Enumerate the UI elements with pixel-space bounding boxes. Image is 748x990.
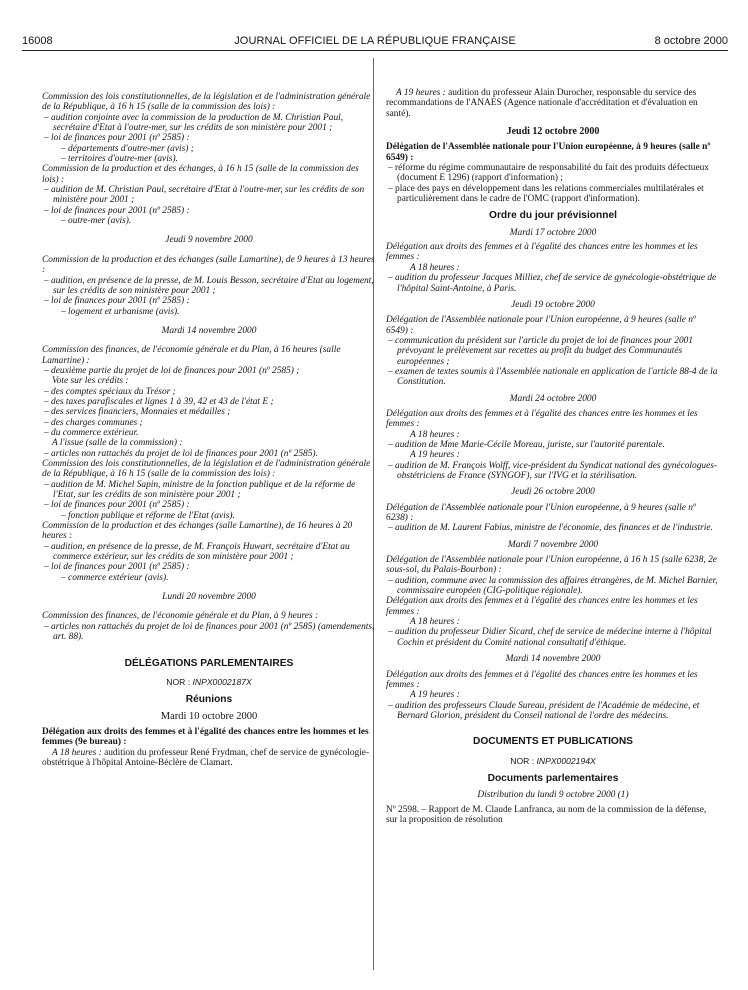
date-heading: Jeudi 12 octobre 2000 — [506, 126, 600, 138]
list-item: – audition conjointe avec la commission de la production de M. Christian Paul, secrétaire d'Etat à l'outre-mer, sur les crédits de son ministère pour 2001 ; — [44, 112, 344, 134]
subsection-heading: Ordre du jour prévisionnel — [489, 210, 617, 222]
nor-value: INPX0002194X — [536, 755, 596, 766]
list-item: – audition de M. Michel Sapin, ministre de la fonction publique et de la réforme de l'Etat, sur les crédits de son ministère pour 2001 ; — [44, 479, 356, 501]
paragraph: Commission de la production et des échanges (salle Lamartine), de 9 heures à 13 heures : — [42, 254, 375, 276]
paragraph: Commission des finances, de l'économie générale et du Plan, à 16 heures (salle Lamartine) : — [42, 345, 341, 366]
list-item: – audition du professeur Didier Sicard, chef de service de médecine interne à l'hôpital Cochin et président du Comité national consultatif d'éthique. — [388, 627, 712, 648]
time-label: A 19 heures : — [410, 450, 460, 461]
list-item: – fonction publique et réforme de l'Etat (avis). — [61, 510, 235, 521]
date-heading: Mardi 14 novembre 2000 — [505, 654, 601, 665]
time-label: A 19 heures : — [410, 690, 460, 701]
paragraph: A l'issue (salle de la commission) : — [52, 438, 183, 449]
list-item: – audition, commune avec la commission des affaires étrangères, de M. Michel Barnier, commissaire européen (CIG-politique régionale). — [388, 575, 718, 597]
list-item: – réforme du régime communautaire de responsabilité du fait des produits défectueux (document E 1296) (rapport d'information) ; — [388, 163, 709, 184]
list-item: – territoires d'outre-mer (avis). — [61, 154, 178, 165]
date-heading: Jeudi 26 octobre 2000 — [511, 487, 595, 498]
list-item: – articles non rattachés du projet de loi de finances pour 2001 (nº 2585). — [44, 448, 318, 459]
paragraph: Délégation aux droits des femmes et à l'égalité des chances entre les hommes et les femmes : — [386, 596, 698, 617]
nor-value: INPX0002187X — [192, 676, 252, 687]
list-item: – audition de Mme Marie-Cécile Moreau, juriste, sur l'autorité parentale. — [388, 439, 665, 450]
list-item: – outre-mer (avis). — [61, 216, 132, 227]
paragraph: Commission de la production et des échanges (salle Lamartine), de 16 heures à 20 heures : — [42, 521, 353, 542]
paragraph: Délégation de l'Assemblée nationale pour l'Union européenne, à 9 heures (salle nº 6549) : — [386, 142, 711, 163]
paragraph: Vote sur les crédits : — [52, 376, 129, 387]
paragraph: Délégation de l'Assemblée nationale pour l'Union européenne, à 9 heures (salle nº 6549) : — [386, 315, 696, 336]
subsection-heading: Documents parlementaires — [487, 772, 619, 784]
paragraph-text: audition du professeur Alain Durocher, responsable du service des recommandations de l'ANAES (Agence nationale d'accréditation et d'évaluation en santé). — [386, 88, 698, 119]
list-item: – place des pays en développement dans les relations commerciales multilatérales et particulièrement dans le cadre de l'OMC (rapport d'information). — [388, 183, 704, 205]
paragraph: Commission des lois constitutionnelles, de la législation et de l'administration générale de la République, à 16 h 15 (salle de la commission des lois) : — [42, 92, 371, 113]
paragraph: Délégation de l'Assemblée nationale pour l'Union européenne, à 16 h 15 (salle 6238, 2e sous-sol, du Palais-Bourbon) : — [386, 555, 717, 576]
date-heading: Jeudi 19 octobre 2000 — [511, 299, 595, 310]
paragraph-text: – Rapport de M. Claude Lanfranca, au nom de la commission de la défense, sur la proposition de résolution — [386, 804, 707, 825]
list-item: – loi de finances pour 2001 (nº 2585) : — [44, 133, 190, 144]
list-item: – logement et urbanisme (avis). — [61, 306, 180, 317]
list-item: – articles non rattachés du projet de loi de finances pour 2001 (nº 2585) (amendements, art. 88). — [44, 621, 375, 643]
header-rule — [22, 50, 728, 51]
date-heading: Mardi 7 novembre 2000 — [507, 539, 599, 550]
list-item: – audition de M. Laurent Fabius, ministre de l'économie, des finances et de l'industrie. — [388, 523, 713, 534]
list-item: – départements d'outre-mer (avis) ; — [61, 143, 194, 154]
list-item: – audition, en présence de la presse, de M. François Huwart, secrétaire d'Etat au commerce extérieur, sur les crédits de son ministère pour 2001 ; — [44, 541, 350, 563]
paragraph: Délégation aux droits des femmes et à l'égalité des chances entre les hommes et les femmes : — [386, 669, 698, 690]
time-label: A 18 heures : — [410, 429, 460, 440]
list-item: – des charges communes ; — [44, 417, 143, 428]
section-heading: DOCUMENTS ET PUBLICATIONS — [473, 736, 633, 748]
date-heading: Jeudi 9 novembre 2000 — [165, 235, 253, 246]
subsection-heading: Réunions — [185, 694, 233, 706]
document-number: Nº 2598. — [386, 804, 420, 815]
nor-label: NOR : — [510, 755, 537, 766]
date-heading: Mardi 17 octobre 2000 — [509, 227, 597, 238]
time-label: A 19 heures : — [396, 88, 446, 98]
time-label: A 18 heures : — [410, 262, 460, 273]
list-item: – audition du professeur Jacques Milliez, chef de service de gynécologie-obstétrique de l'hôpital Saint-Antoine, à Paris. — [388, 273, 717, 294]
list-item: – loi de finances pour 2001 (nº 2585) : — [44, 296, 190, 307]
list-item: – loi de finances pour 2001 (nº 2585) : — [44, 562, 190, 573]
list-item: – communication du président sur l'article du projet de loi de finances pour 2001 prévoyant le prélèvement sur recettes au profit du budget des Communautés européennes ; — [388, 335, 694, 367]
list-item: – audition de M. François Wolff, vice-président du Syndicat national des gynécologues-obstétriciens de France (SYNGOF), sur l'IVG et la stérilisation. — [388, 460, 718, 481]
time-label: A 18 heures : — [52, 747, 102, 758]
date-heading: Mardi 14 novembre 2000 — [161, 325, 257, 336]
list-item: – du commerce extérieur. — [44, 427, 139, 438]
paragraph — [42, 748, 376, 769]
paragraph — [386, 88, 720, 119]
nor-reference — [386, 756, 720, 766]
list-item: – loi de finances pour 2001 (nº 2585) : — [44, 205, 190, 216]
list-item: – examen de textes soumis à l'Assemblée nationale en application de l'article 88-4 de la Constitution. — [388, 366, 718, 388]
time-label: A 18 heures : — [410, 617, 460, 628]
paragraph: Délégation aux droits des femmes et à l'égalité des chances entre les hommes et les femmes : — [386, 408, 698, 430]
list-item: – des comptes spéciaux du Trésor ; — [44, 386, 176, 397]
paragraph: Commission des finances, de l'économie générale et du Plan, à 9 heures : — [42, 611, 319, 622]
date-heading: Mardi 10 octobre 2000 — [160, 710, 258, 722]
list-item: – deuxième partie du projet de loi de finances pour 2001 (nº 2585) ; — [44, 365, 300, 376]
date-heading: Mardi 24 octobre 2000 — [509, 393, 597, 404]
date-heading: Lundi 20 novembre 2000 — [162, 592, 256, 603]
list-item: – des taxes parafiscales et lignes 1 à 39, 42 et 43 de l'état E ; — [44, 396, 274, 407]
section-heading: DÉLÉGATIONS PARLEMENTAIRES — [124, 657, 294, 669]
list-item: – commerce extérieur (avis). — [61, 572, 169, 583]
paragraph: Délégation aux droits des femmes et à l'égalité des chances entre les hommes et les femmes : — [386, 242, 698, 263]
distribution-heading: Distribution du lundi 9 octobre 2000 (1) — [477, 790, 629, 801]
list-item: – audition de M. Christian Paul, secrétaire d'Etat à l'outre-mer, sur les crédits de son ministère pour 2001 ; — [44, 185, 365, 206]
paragraph-text: audition du professeur René Frydman, chef de service de gynécologie-obstétrique à l'hôpital Antoine-Béclère de Clamart. — [42, 747, 370, 768]
page-number: 16008 — [22, 35, 53, 47]
list-item: – des services financiers, Monnaies et médailles ; — [44, 407, 231, 418]
issue-date: 8 octobre 2000 — [654, 35, 728, 47]
page-header — [22, 34, 728, 50]
list-item: – audition des professeurs Claude Sureau, président de l'Académie de médecine, et Bernard Glorion, président du Conseil national de l'ordre des médecins. — [388, 700, 700, 721]
nor-label: NOR : — [166, 676, 193, 687]
list-item: – audition, en présence de la presse, de M. Louis Besson, secrétaire d'Etat au logement, sur les crédits de son ministère pour 2001 ; — [44, 275, 374, 296]
nor-reference — [42, 677, 376, 687]
left-column — [42, 92, 376, 768]
paragraph: Commission des lois constitutionnelles, de la législation et de l'administration générale de la République, à 16 h 15 (salle de la commission des lois) : — [42, 459, 371, 480]
right-column — [386, 88, 720, 825]
journal-title: JOURNAL OFFICIEL DE LA RÉPUBLIQUE FRANÇAISE — [234, 35, 516, 47]
paragraph: Commission de la production et des échanges, à 16 h 15 (salle de la commission des lois) : — [42, 164, 359, 185]
paragraph — [386, 805, 720, 826]
paragraph: Délégation aux droits des femmes et à l'égalité des chances entre les hommes et les femmes (9e bureau) : — [42, 726, 369, 748]
list-item: – loi de finances pour 2001 (nº 2585) : — [44, 500, 190, 511]
paragraph: Délégation de l'Assemblée nationale pour l'Union européenne, à 9 heures (salle nº 6238) : — [386, 502, 696, 524]
